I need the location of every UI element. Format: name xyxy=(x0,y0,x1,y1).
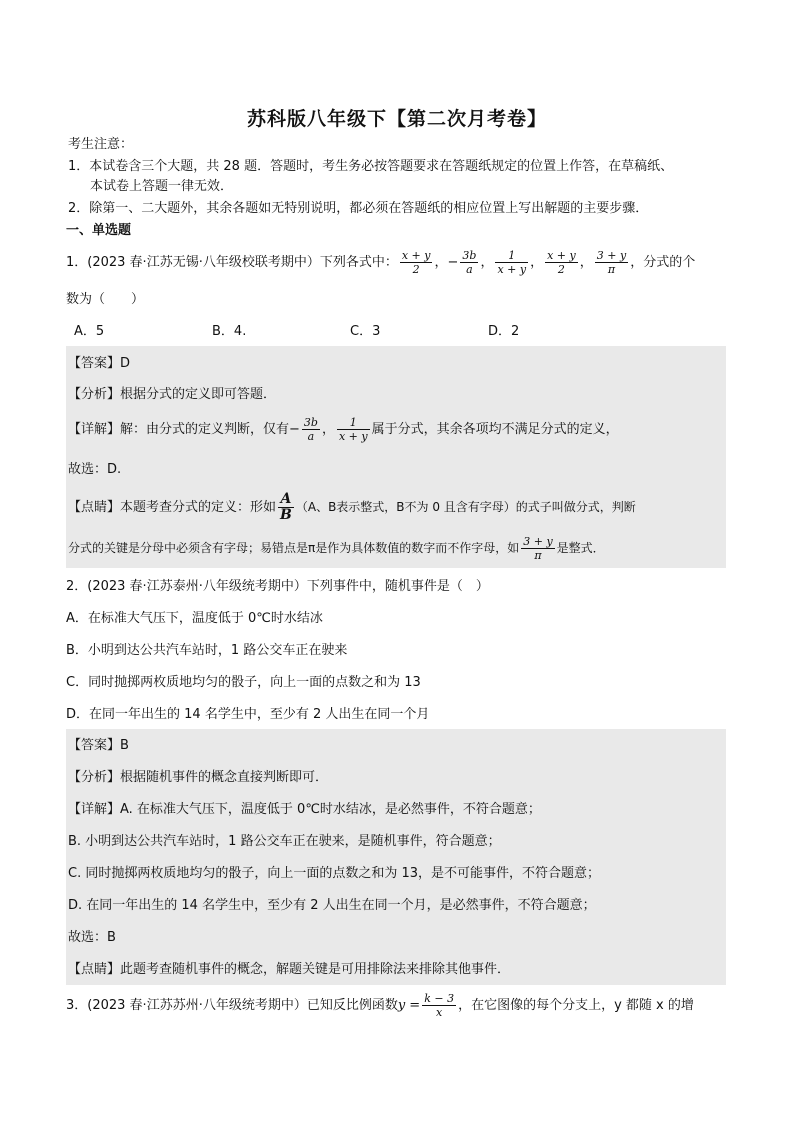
question-1-stem xyxy=(66,246,695,280)
q3-fraction xyxy=(422,992,456,1019)
q3-suffix: ，在它图像的每个分支上，y 都随 x 的增 xyxy=(458,998,694,1013)
separator: ， xyxy=(321,422,335,437)
q2-comment: 【点睛】此题考查随机事件的概念，解题关键是可用排除法来排除其他事件． xyxy=(68,962,511,977)
fraction-numerator: 1 xyxy=(337,416,370,430)
q2-solution-block xyxy=(66,729,726,985)
equation-lhs: y = xyxy=(397,998,421,1013)
notice-item-1: 1．本试卷含三个大题，共 28 题．答题时，考生务必按答题要求在答题纸规定的位置上作答，在草稿纸、 xyxy=(68,159,674,174)
q1-option-a: A．5 xyxy=(74,324,105,339)
q1-comment-fraction-ab xyxy=(278,492,294,523)
q1-detail xyxy=(68,413,619,447)
fraction-numerator: x + y xyxy=(401,249,431,262)
q1-answer: 【答案】D xyxy=(68,356,131,371)
fraction-numerator: A xyxy=(278,492,294,508)
notice-heading: 考生注意： xyxy=(68,137,134,152)
fraction-numerator: 3 + y xyxy=(523,535,553,548)
q2-detail-c: C. 同时抛掷两枚质地均匀的骰子，向上一面的点数之和为 13，是不可能事件，不符合题意； xyxy=(68,866,601,881)
q2-choice: 故选：B xyxy=(68,930,116,945)
question-2-stem: 2．(2023 春·江苏泰州·八年级统考期中）下列事件中，随机事件是（ ） xyxy=(66,579,489,594)
comment-text: 【点睛】本题考查分式的定义：形如 xyxy=(68,500,277,515)
section-heading-single-choice: 一、单选题 xyxy=(66,223,132,238)
q1-comment-fraction xyxy=(521,535,554,562)
separator: ， xyxy=(480,255,494,270)
q1-detail-fraction-2 xyxy=(337,416,370,443)
notice-item-2: 2．除第一、二大题外，其余各题如无特别说明，都必须在答题纸的相应位置上写出解题的主要步骤． xyxy=(68,201,649,216)
comment-text: 是整式． xyxy=(556,541,605,555)
q1-fraction-2 xyxy=(460,249,478,276)
q2-detail-d: D. 在同一年出生的 14 名学生中，至少有 2 人出生在同一个月，是必然事件，不符合题意； xyxy=(68,898,596,913)
q2-answer: 【答案】B xyxy=(68,738,129,753)
comment-text: 分式的关键是分母中必须含有字母；易错点是π是作为具体数值的数字而不作字母，如 xyxy=(68,541,520,555)
q1-suffix: ，分式的个 xyxy=(630,255,696,270)
notice-item-1-cont: 本试卷上答题一律无效． xyxy=(90,179,234,194)
q1-fraction-1 xyxy=(400,249,433,276)
page-title: 苏科版八年级下【第二次月考卷】 xyxy=(246,108,547,130)
fraction-denominator: a xyxy=(466,263,473,276)
q2-option-a: A．在标准大气压下，温度低于 0℃时水结冰 xyxy=(66,611,323,626)
q1-option-c: C．3 xyxy=(350,324,381,339)
q2-analysis: 【分析】根据随机事件的概念直接判断即可． xyxy=(68,770,329,785)
fraction-denominator: 2 xyxy=(557,263,565,276)
fraction-denominator: 2 xyxy=(412,263,420,276)
minus-sign: − xyxy=(289,422,300,437)
detail-text: 属于分式，其余各项均不满足分式的定义， xyxy=(371,422,619,437)
q1-detail-fraction-1 xyxy=(302,416,320,443)
separator: ， xyxy=(579,255,593,270)
fraction-numerator: 3 + y xyxy=(596,249,627,262)
question-1-stem-cont: 数为（ ） xyxy=(66,292,145,307)
fraction-numerator: k − 3 xyxy=(424,992,455,1005)
detail-text: 【详解】解：由分式的定义判断，仅有 xyxy=(68,422,290,437)
fraction-denominator: B xyxy=(280,507,292,523)
fraction-denominator: x + y xyxy=(497,263,527,276)
fraction-denominator: x + y xyxy=(338,430,368,443)
fraction-denominator: π xyxy=(607,263,616,276)
q1-comment xyxy=(68,490,636,525)
q1-prefix: 1．(2023 春·江苏无锡·八年级校联考期中）下列各式中： xyxy=(66,255,398,270)
fraction-denominator: π xyxy=(534,549,542,562)
q2-option-d: D．在同一年出生的 14 名学生中，至少有 2 人出生在同一个月 xyxy=(66,707,430,722)
separator: ， xyxy=(434,255,448,270)
comment-text: （A、B表示整式，B不为 0 且含有字母）的式子叫做分式，判断 xyxy=(295,500,636,514)
q2-option-c: C．同时抛掷两枚质地均匀的骰子，向上一面的点数之和为 13 xyxy=(66,675,421,690)
q1-fraction-5 xyxy=(595,249,628,276)
q1-option-d: D．2 xyxy=(488,324,520,339)
q2-detail-a: 【详解】A. 在标准大气压下，温度低于 0℃时水结冰，是必然事件，不符合题意； xyxy=(68,802,541,817)
fraction-denominator: a xyxy=(307,430,315,443)
fraction-denominator: x xyxy=(436,1006,443,1019)
separator: ， xyxy=(530,255,544,270)
q1-analysis: 【分析】根据分式的定义即可答题． xyxy=(68,387,277,402)
q1-fraction-3 xyxy=(495,249,528,276)
fraction-numerator: 1 xyxy=(495,249,528,263)
fraction-numerator: x + y xyxy=(547,249,576,262)
minus-sign: − xyxy=(447,255,459,270)
q2-option-b: B．小明到达公共汽车站时，1 路公交车正在驶来 xyxy=(66,643,348,658)
q1-option-b: B．4. xyxy=(212,324,247,339)
q3-prefix: 3．(2023 春·江苏苏州·八年级统考期中）已知反比例函数 xyxy=(66,998,398,1013)
q1-comment-cont xyxy=(68,531,605,566)
fraction-numerator: 3b xyxy=(303,416,318,429)
q1-choice: 故选：D. xyxy=(68,462,122,477)
question-3-stem xyxy=(66,988,694,1024)
q2-detail-b: B. 小明到达公共汽车站时，1 路公交车正在驶来，是随机事件，符合题意； xyxy=(68,834,501,849)
q1-fraction-4 xyxy=(545,249,578,276)
fraction-numerator: 3b xyxy=(462,249,477,262)
